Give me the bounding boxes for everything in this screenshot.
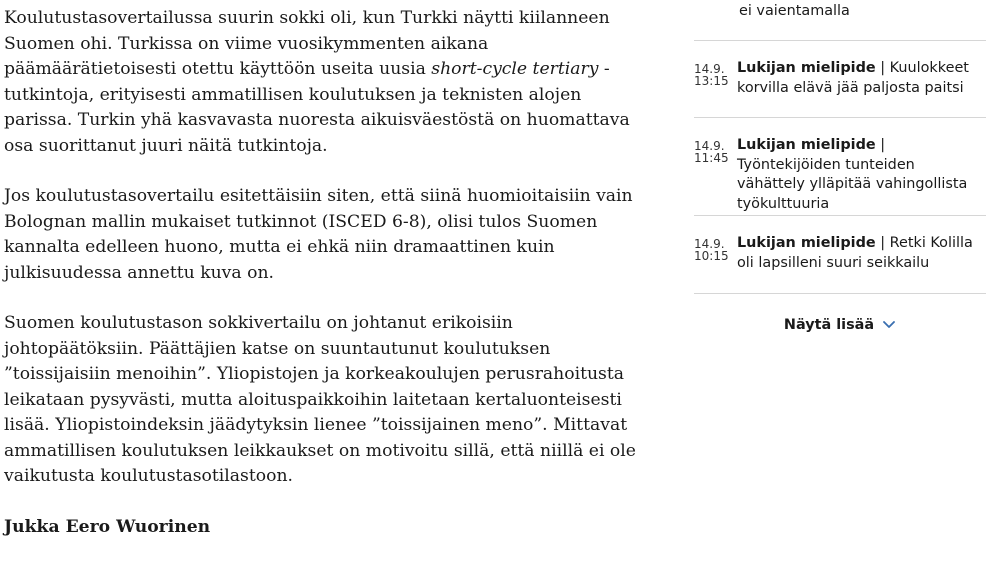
timestamp <box>694 59 737 87</box>
article-paragraph-3: Suomen koulutustason sokkivertailu on johtanut erikoisiin johtopäätöksiin. Päättäjien katse on suuntautunut koulutuksen ”toissijaisiin menoihin”. Yliopistojen ja korkeakoulujen perusrahoitusta leikataan pysyvästi, mutta aloituspaikkoihin laitetaan kertaluonteisesti lisää. Yliopistoindeksin jäädytyksin lienee ”toissijainen meno”. Mittavat ammatillisen koulutuksen leikkaukset on motivoitu sillä, että niillä ei ole vaikutusta koulutustasotilastoon. <box>4 313 636 486</box>
show-more-label: Näytä lisää <box>783 317 875 333</box>
timestamp <box>694 136 737 164</box>
timestamp-time: 13:15 <box>694 74 729 88</box>
paragraph-text: Koulutustasovertailussa suurin sokki oli, kun Turkki näytti kiilanneen Suomen ohi. Turkissa on viime vuosikymmenten aikana päämäärätietoisesti otettu käyttöön useita uusia <box>4 8 610 79</box>
paragraph-text: -tutkintoja, erityisesti ammatillisen koulutuksen ja teknisten alojen parissa. Turkin yhä kasvavasta nuoresta aikuisväestöstä on huomattava osa suorittanut juuri näitä tutkintoja. <box>4 59 630 156</box>
timestamp-time: 11:45 <box>694 151 729 165</box>
latest-opinions-sidebar <box>694 0 986 333</box>
author-name: Jukka Eero Wuorinen <box>4 516 211 537</box>
list-item-link[interactable] <box>737 234 986 273</box>
list-item-link[interactable] <box>737 136 986 214</box>
article-paragraph-1 <box>4 6 654 159</box>
article-body <box>4 0 654 565</box>
category-label: Lukijan mielipide <box>737 137 876 153</box>
timestamp-time: 10:15 <box>694 249 729 263</box>
show-more-button[interactable] <box>694 317 986 333</box>
list-item[interactable] <box>694 41 986 118</box>
timestamp <box>694 234 737 262</box>
list-item-link[interactable] <box>737 59 986 98</box>
separator: | <box>875 60 890 76</box>
category-label: Lukijan mielipide <box>737 235 876 251</box>
paragraph-emphasis: short-cycle tertiary <box>431 59 599 79</box>
list-item[interactable] <box>694 216 986 294</box>
list-item[interactable] <box>694 118 986 216</box>
article-paragraph-2: Jos koulutustasovertailu esitettäisiin siten, että siinä huomioitaisiin vain Bolognan mallin mukaiset tutkinnot (ISCED 6-8), olisi tulos Suomen kannalta edelleen huono, mutta ei ehkä niin dramaattinen kuin julkisuudessa annettu kuva on. <box>4 186 633 283</box>
timestamp-date: 14.9. <box>694 62 725 76</box>
headline: Kuulokkeet korvilla elävä jää paljosta paitsi <box>737 60 969 96</box>
timestamp-date: 14.9. <box>694 237 725 251</box>
list-item-previous[interactable] <box>694 0 986 41</box>
headline: Työntekijöiden tunteiden vähättely ylläpitää vahingollista työkulttuuria <box>737 156 968 212</box>
separator: | <box>875 235 890 251</box>
timestamp-date: 14.9. <box>694 139 725 153</box>
category-label: Lukijan mielipide <box>737 60 876 76</box>
list-item-title-fragment: ei vaientamalla <box>739 3 850 19</box>
chevron-down-icon <box>882 320 896 330</box>
separator: | <box>875 137 886 153</box>
headline: Retki Kolilla oli lapsilleni suuri seikkailu <box>737 235 973 271</box>
